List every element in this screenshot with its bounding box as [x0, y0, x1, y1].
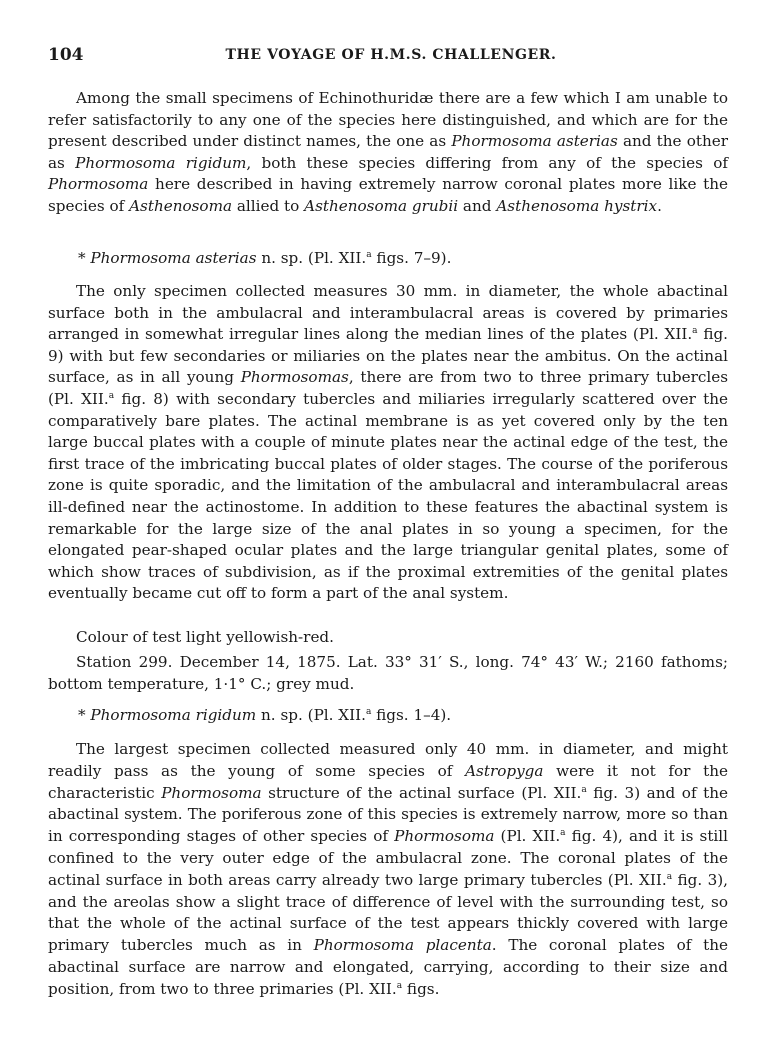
intro-paragraph: Among the small specimens of Echinothuridæ there are a few which I am unable to refer satisfactorily to any one of the species here distinguished, and which are for the present described under distinct names, the one as Phormosoma asterias and the other as Phormosoma rigidum, both these species differing from any of the species of Phormosoma here described in having extremely narrow coronal plates more like the species of Asthenosoma allied to Asthenosoma grubii and Asthenosoma hystrix. — [48, 89, 728, 215]
page-number: 104 — [48, 45, 84, 65]
page-header — [48, 45, 734, 69]
asterias-station: Station 299. December 14, 1875. Lat. 33° 31′ S., long. 74° 43′ W.; 2160 fathoms; bottom temperature, 1·1° C.; grey mud. — [48, 653, 728, 693]
asterias-description: The only specimen collected measures 30 mm. in diameter, the whole abactinal surface both in the ambulacral and interambulacral areas is covered by primaries arranged in somewhat irregular lines along the median lines of the plates (Pl. XII.$^a$ fig. 9) with but few secondaries or miliaries on the plates near the ambitus. On the actinal surface, as in all young Phormosomas, there are from two to three primary tubercles (Pl. XII.$^a$ fig. 8) with secondary tubercles and miliaries irregularly scattered over the comparatively bare plates. The actinal membrane is as yet covered only by the ten large buccal plates with a couple of minute plates near the actinal edge of the test, the first trace of the imbricating buccal plates of older stages. The course of the poriferous zone is quite sporadic, and the limitation of the ambulacral and interambulacral areas ill-defined near the actinostome. In addition to these features the abactinal system is remarkable for the large size of the anal plates in so young a specimen, for the elongated pear-shaped ocular plates and the large triangular genital plates, some of which show traces of subdivision, as if the proximal extremities of the genital plates eventually became cut off to form a part of the anal system. — [48, 282, 728, 603]
species-heading-asterias: * Phormosoma asterias n. sp. (Pl. XII.$^a$ figs. 7–9). — [78, 249, 452, 267]
asterias-colour: Colour of test light yellowish-red. — [76, 628, 334, 646]
species-heading-rigidum: * Phormosoma rigidum n. sp. (Pl. XII.$^a$ figs. 1–4). — [78, 706, 452, 724]
rigidum-description: The largest specimen collected measured only 40 mm. in diameter, and might readily pass as the young of some species of Astropyga were it not for the characteristic Phormosoma structure of the actinal surface (Pl. XII.$^a$ fig. 3) and of the abactinal system. The poriferous zone of this species is extremely narrow, more so than in corresponding stages of other species of Phormosoma (Pl. XII.$^a$ fig. 4), and it is still confined to the very outer edge of the ambulacral zone. The coronal plates of the actinal surface in both areas carry already two large primary tubercles (Pl. XII.$^a$ fig. 3), and the areolas show a slight trace of difference of level with the surrounding test, so that the whole of the actinal surface of the test appears thickly covered with large primary tubercles much as in Phormosoma placenta. The coronal plates of the abactinal surface are narrow and elongated, carrying, according to their size and position, from two to three primaries (Pl. XII.$^a$ figs. — [48, 740, 729, 998]
running-title: THE VOYAGE OF H.M.S. CHALLENGER. — [225, 47, 557, 63]
